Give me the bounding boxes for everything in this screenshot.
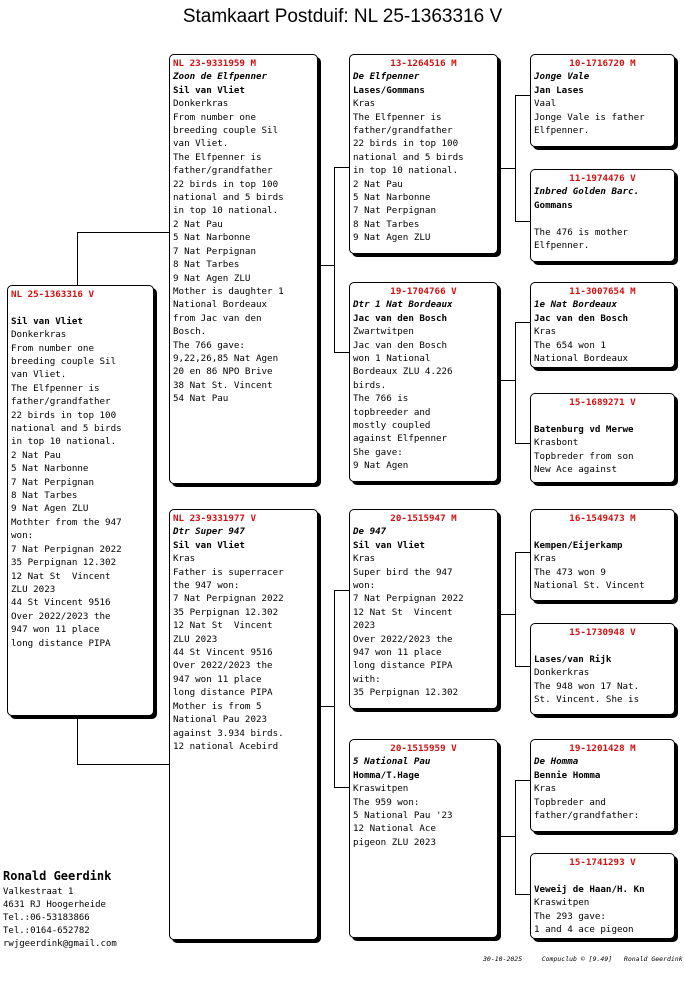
note-line: 9,22,26,85 Nat Agen xyxy=(173,352,279,364)
note-line: breeding couple Sil xyxy=(173,125,279,137)
pigeon-notes xyxy=(173,97,314,405)
connector xyxy=(498,168,515,169)
note-line: 38 Nat St. Vincent xyxy=(173,379,273,391)
note-line: The Elfpenner is xyxy=(173,151,262,163)
pigeon-name: De Elfpenner xyxy=(353,71,420,83)
note-line: 35 Perpignan 12.302 xyxy=(173,606,279,618)
note-line: mostly coupled xyxy=(353,420,431,432)
note-line: Zwartwitpen xyxy=(353,326,414,338)
breeder-name: Sil van Vliet xyxy=(173,84,245,96)
note-line: Mothter from the 947 xyxy=(11,516,122,528)
connector xyxy=(334,167,349,168)
footer-software: Compuclub © [9.49] xyxy=(541,955,613,963)
note-line: 2023 xyxy=(353,620,376,632)
connector xyxy=(318,706,334,707)
note-line: 7 Nat Perpignan 2022 xyxy=(11,543,122,555)
footer-owner: Ronald Geerdink xyxy=(623,955,683,963)
note-line: Kras xyxy=(534,326,557,338)
note-line: won: xyxy=(353,580,376,592)
ring-number: NL 23-9331977 V xyxy=(173,513,256,524)
ring-number: 15-1689271 V xyxy=(569,397,636,408)
ring-number: 11-3007654 M xyxy=(569,286,636,297)
ring-number: NL 25-1363316 V xyxy=(11,289,94,300)
note-line: 2 Nat Pau xyxy=(11,449,61,461)
note-line: 9 Nat Agen ZLU xyxy=(11,503,89,515)
pigeon-card-mfm[interactable] xyxy=(530,623,675,715)
note-line: The 959 won: xyxy=(353,796,420,808)
note-line: van Vliet. xyxy=(11,369,67,381)
note-line xyxy=(534,212,671,225)
note-line: Super bird the 947 xyxy=(353,566,453,578)
note-line: birds. xyxy=(353,379,387,391)
note-line: Krasbont xyxy=(534,437,579,449)
note-line: From number one xyxy=(173,111,256,123)
breeder-name: Jac van den Bosch xyxy=(534,312,629,324)
note-line: Mother is daughter 1 xyxy=(173,285,284,297)
connector xyxy=(515,552,530,553)
note-line: 12 national Acebird xyxy=(173,740,279,752)
note-line: national and 5 birds xyxy=(353,151,464,163)
breeder-name: Jan Lases xyxy=(534,84,584,96)
note-line: ZLU 2023 xyxy=(11,583,56,595)
note-line: The Elfpenner is xyxy=(11,382,100,394)
pigeon-card-subject[interactable] xyxy=(7,285,154,716)
note-line: van Vliet. xyxy=(173,138,229,150)
connector xyxy=(515,95,530,96)
note-line: against Elfpenner xyxy=(353,433,448,445)
pigeon-notes xyxy=(11,328,150,650)
note-line: topbreeder and xyxy=(353,406,431,418)
breeder-name: Lases/Gommans xyxy=(353,84,425,96)
note-line: Topbreder from son xyxy=(534,450,634,462)
connector xyxy=(77,716,78,764)
connector xyxy=(77,764,169,765)
ring-number: 19-1201428 M xyxy=(569,743,636,754)
pigeon-card-ff[interactable] xyxy=(349,54,498,254)
note-line: long distance PIPA xyxy=(353,660,453,672)
owner-city: 4631 RJ Hoogerheide xyxy=(3,900,106,910)
note-line: national and 5 birds xyxy=(11,423,122,435)
note-line: 8 Nat Tarbes xyxy=(353,218,420,230)
note-line: 1 and 4 ace pigeon xyxy=(534,924,634,936)
note-line: Father is superracer xyxy=(173,566,284,578)
note-line: 2 Nat Pau xyxy=(353,178,403,190)
connector xyxy=(515,894,530,895)
note-line: in top 10 national. xyxy=(11,436,117,448)
breeder-name: Homma/T.Hage xyxy=(353,769,420,781)
pigeon-card-mmm[interactable] xyxy=(530,853,675,939)
note-line: breeding couple Sil xyxy=(11,356,117,368)
note-line: Vaal xyxy=(534,98,557,110)
note-line: 947 won 11 place xyxy=(173,673,262,685)
note-line: The 948 won 17 Nat. xyxy=(534,680,640,692)
connector xyxy=(515,666,530,667)
pigeon-card-mm[interactable] xyxy=(349,739,498,938)
pigeon-card-ffm[interactable] xyxy=(530,169,675,262)
page-title: Stamkaart Postduif: NL 25-1363316 V xyxy=(182,6,503,27)
breeder-name: Lases/van Rijk xyxy=(534,653,612,665)
connector xyxy=(334,590,349,591)
note-line: The 766 gave: xyxy=(173,339,245,351)
pigeon-notes xyxy=(173,552,314,753)
connector xyxy=(318,265,334,266)
pigeon-name: Dtr 1 Nat Bordeaux xyxy=(353,299,453,311)
connector xyxy=(498,380,515,381)
note-line: 7 Nat Perpignan xyxy=(11,476,94,488)
connector xyxy=(515,221,530,222)
pigeon-notes xyxy=(534,436,671,476)
note-line: 12 Nat St Vincent xyxy=(11,570,111,582)
ring-number: 16-1549473 M xyxy=(569,513,636,524)
ring-number: 20-1515959 V xyxy=(390,743,457,754)
pigeon-notes xyxy=(534,212,671,252)
connector xyxy=(515,780,516,894)
note-line: 7 Nat Perpignan xyxy=(173,245,256,257)
note-line: The 293 gave: xyxy=(534,910,606,922)
pigeon-name: Jonge Vale xyxy=(534,71,590,83)
note-line: long distance PIPA xyxy=(173,687,273,699)
note-line: 7 Nat Perpignan 2022 xyxy=(173,593,284,605)
pigeon-notes xyxy=(534,896,671,936)
note-line: Kras xyxy=(353,98,376,110)
note-line: 7 Nat Perpignan xyxy=(353,205,436,217)
pigeon-card-mother[interactable] xyxy=(169,509,318,940)
pigeon-card-father[interactable] xyxy=(169,54,318,484)
connector xyxy=(515,780,530,781)
note-line: Jac van den Bosch xyxy=(353,339,448,351)
note-line: 22 birds in top 100 xyxy=(173,178,279,190)
breeder-name: Sil van Vliet xyxy=(11,315,83,327)
owner-phone: Tel.:06-53183866 xyxy=(3,913,90,923)
note-line: Kras xyxy=(534,553,557,565)
connector xyxy=(334,590,335,787)
note-line: 35 Perpignan 12.302 xyxy=(11,557,117,569)
note-line: won 1 National xyxy=(353,353,431,365)
note-line: with: xyxy=(353,673,381,685)
ring-number: NL 23-9331959 M xyxy=(173,58,256,69)
note-line: the 947 won: xyxy=(173,580,240,592)
note-line: Donkerkras xyxy=(173,98,229,110)
note-line: against 3.934 birds. xyxy=(173,727,284,739)
breeder-name: Sil van Vliet xyxy=(173,539,245,551)
pigeon-notes xyxy=(353,552,494,699)
connector xyxy=(77,232,169,233)
pigeon-card-fmm[interactable] xyxy=(530,393,675,483)
pigeon-name: Dtr Super 947 xyxy=(173,526,245,538)
note-line: Bosch. xyxy=(173,326,207,338)
connector xyxy=(334,787,349,788)
note-line: 22 birds in top 100 xyxy=(11,409,117,421)
note-line: The 766 is xyxy=(353,393,409,405)
note-line: National Bordeaux xyxy=(173,299,268,311)
pigeon-card-mff[interactable] xyxy=(530,509,675,601)
note-line: ZLU 2023 xyxy=(173,633,218,645)
note-line: 5 National Pau '23 xyxy=(353,810,453,822)
note-line: Kras xyxy=(173,553,196,565)
note-line: father/grandfather xyxy=(173,165,273,177)
connector xyxy=(498,836,515,837)
owner-name: Ronald Geerdink xyxy=(3,869,112,883)
note-line: 5 Nat Narbonne xyxy=(173,232,251,244)
note-line: 5 Nat Narbonne xyxy=(353,192,431,204)
owner-info xyxy=(3,866,117,951)
note-line: Jonge Vale is father xyxy=(534,111,645,123)
owner-phone: Tel.:0164-652782 xyxy=(3,926,90,936)
breeder-name: Batenburg vd Merwe xyxy=(534,423,634,435)
note-line: 5 Nat Narbonne xyxy=(11,463,89,475)
note-line: 2 Nat Pau xyxy=(173,218,223,230)
pigeon-card-fm[interactable] xyxy=(349,282,498,482)
note-line: Kras xyxy=(534,783,557,795)
ring-number: 19-1704766 V xyxy=(390,286,457,297)
note-line: Donkerkras xyxy=(11,329,67,341)
note-line: 9 Nat Agen ZLU xyxy=(173,272,251,284)
note-line: 20 en 86 NPO Brive xyxy=(173,366,273,378)
note-line: from Jac van den xyxy=(173,312,262,324)
note-line: 8 Nat Tarbes xyxy=(173,259,240,271)
note-line: Kraswitpen xyxy=(353,783,409,795)
note-line: 8 Nat Tarbes xyxy=(11,490,78,502)
note-line: The Elfpenner is xyxy=(353,111,442,123)
note-line: New Ace against xyxy=(534,464,617,476)
note-line: 947 won 11 place xyxy=(353,647,442,659)
note-line: 12 National Ace xyxy=(353,823,436,835)
note-line: father/grandfather xyxy=(353,125,453,137)
note-line: in top 10 national. xyxy=(353,165,459,177)
pigeon-name: De 947 xyxy=(353,526,387,538)
breeder-name: Gommans xyxy=(534,199,573,211)
pigeon-notes xyxy=(534,325,671,365)
note-line: long distance PIPA xyxy=(11,637,111,649)
connector xyxy=(334,167,335,352)
owner-address: Valkestraat 1 xyxy=(3,887,74,897)
connector xyxy=(334,352,349,353)
breeder-name: Veweij de Haan/H. Kn xyxy=(534,883,645,895)
footer xyxy=(483,955,683,963)
note-line: won: xyxy=(11,530,34,542)
ring-number: 10-1716720 M xyxy=(569,58,636,69)
pigeon-card-mmf[interactable] xyxy=(530,739,675,832)
note-line: national and 5 birds xyxy=(173,192,284,204)
breeder-name: Bennie Homma xyxy=(534,769,601,781)
note-line: 22 birds in top 100 xyxy=(353,138,459,150)
note-line: 9 Nat Agen xyxy=(353,460,409,472)
connector xyxy=(515,443,530,444)
ring-number: 20-1515947 M xyxy=(390,513,457,524)
pigeon-name: De Homma xyxy=(534,756,579,768)
note-line: Over 2022/2023 the xyxy=(11,610,111,622)
note-line: pigeon ZLU 2023 xyxy=(353,836,436,848)
note-line: Bordeaux ZLU 4.226 xyxy=(353,366,453,378)
note-line: National St. Vincent xyxy=(534,580,645,592)
note-line: The 473 won 9 xyxy=(534,566,606,578)
pigeon-card-fff[interactable] xyxy=(530,54,675,147)
breeder-name: Sil van Vliet xyxy=(353,539,425,551)
note-line: The 654 won 1 xyxy=(534,339,606,351)
note-line: 54 Nat Pau xyxy=(173,393,229,405)
note-line: St. Vincent. She is xyxy=(534,694,640,706)
note-line: Over 2022/2023 the xyxy=(173,660,273,672)
connector xyxy=(515,322,530,323)
note-line: The 476 is mother xyxy=(534,226,629,238)
note-line: Over 2022/2023 the xyxy=(353,633,453,645)
note-line: in top 10 national. xyxy=(173,205,279,217)
breeder-name: Jac van den Bosch xyxy=(353,312,448,324)
note-line: Elfpenner. xyxy=(534,240,590,252)
note-line: 44 St Vincent 9516 xyxy=(11,597,111,609)
connector xyxy=(77,232,78,285)
note-line: From number one xyxy=(11,342,94,354)
pigeon-notes xyxy=(534,666,671,706)
note-line: father/grandfather: xyxy=(534,810,640,822)
pigeon-card-mf[interactable] xyxy=(349,509,498,709)
connector xyxy=(515,95,516,221)
note-line: 12 Nat St Vincent xyxy=(173,620,273,632)
connector xyxy=(515,552,516,666)
pigeon-notes xyxy=(534,552,671,592)
owner-email: rwjgeerdink@gmail.com xyxy=(3,939,117,949)
breeder-name: Kempen/Eijerkamp xyxy=(534,539,623,551)
footer-date: 30-10-2025 xyxy=(483,955,523,963)
note-line: 9 Nat Agen ZLU xyxy=(353,232,431,244)
pigeon-card-fmf[interactable] xyxy=(530,282,675,368)
ring-number: 13-1264516 M xyxy=(390,58,457,69)
note-line: National Pau 2023 xyxy=(173,714,268,726)
pigeon-notes xyxy=(534,97,671,137)
pigeon-name: 5 National Pau xyxy=(353,756,431,768)
ring-number: 15-1730948 V xyxy=(569,627,636,638)
pigeon-notes xyxy=(353,782,494,849)
ring-number: 15-1741293 V xyxy=(569,857,636,868)
pigeon-notes xyxy=(534,782,671,822)
note-line: Topbreder and xyxy=(534,796,606,808)
ring-number: 11-1974476 V xyxy=(569,173,636,184)
note-line: 35 Perpignan 12.302 xyxy=(353,687,459,699)
note-line: Elfpenner. xyxy=(534,125,590,137)
note-line: 44 St Vincent 9516 xyxy=(173,647,273,659)
pigeon-name: Zoon de Elfpenner xyxy=(173,71,268,83)
pigeon-notes xyxy=(353,97,494,244)
note-line: National Bordeaux xyxy=(534,353,629,365)
note-line: 12 Nat St Vincent xyxy=(353,606,453,618)
pigeon-name: 1e Nat Bordeaux xyxy=(534,299,617,311)
note-line: Kras xyxy=(353,553,376,565)
note-line: Mother is from 5 xyxy=(173,700,262,712)
note-line: Donkerkras xyxy=(534,667,590,679)
pigeon-notes xyxy=(353,325,494,472)
connector xyxy=(498,614,515,615)
note-line: father/grandfather xyxy=(11,396,111,408)
note-line: Kraswitpen xyxy=(534,897,590,909)
note-line: 947 won 11 place xyxy=(11,624,100,636)
connector xyxy=(515,322,516,443)
pigeon-name: Inbred Golden Barc. xyxy=(534,186,640,198)
note-line: She gave: xyxy=(353,446,403,458)
note-line: 7 Nat Perpignan 2022 xyxy=(353,593,464,605)
